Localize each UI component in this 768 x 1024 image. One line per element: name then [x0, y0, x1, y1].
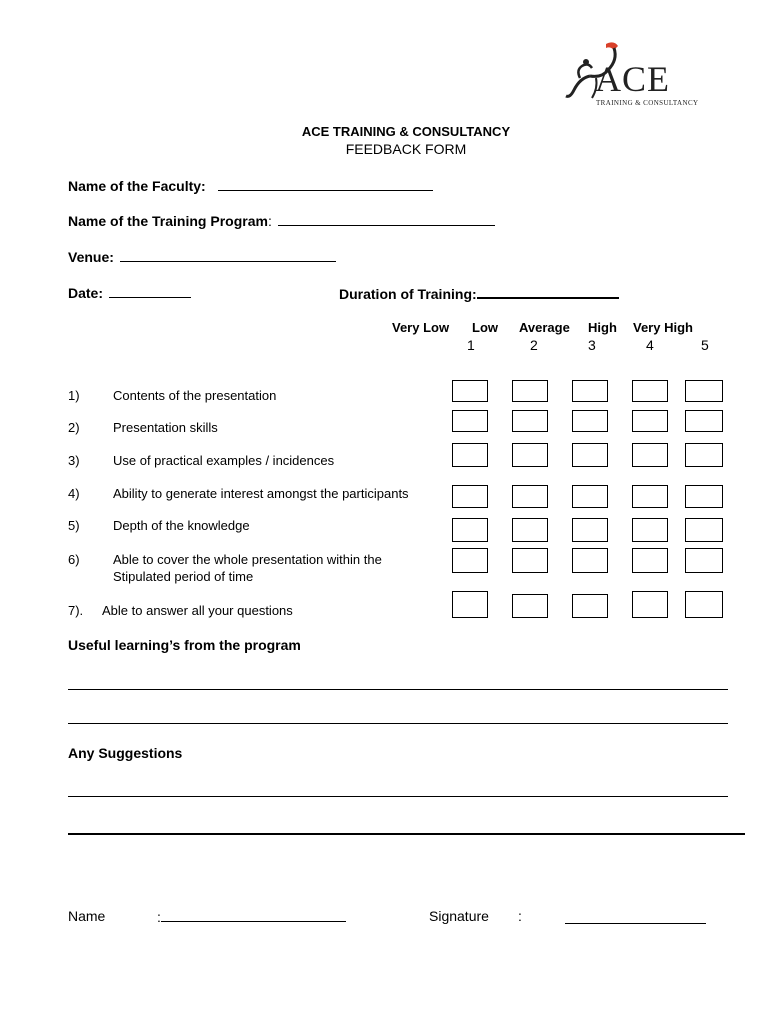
question-3-text: Use of practical examples / incidences: [113, 453, 335, 468]
faculty-label: Name of the Faculty:: [68, 178, 206, 194]
rating-box-q2-2[interactable]: [512, 410, 548, 432]
question-5-number: 5): [68, 518, 80, 533]
name-field[interactable]: [157, 908, 346, 925]
rating-box-q7-3[interactable]: [572, 594, 608, 618]
rating-box-q4-2[interactable]: [512, 485, 548, 508]
question-7-text: Able to answer all your questions: [102, 603, 293, 618]
rating-box-q2-1[interactable]: [452, 410, 488, 432]
name-blank[interactable]: [161, 908, 346, 922]
rating-box-q6-5[interactable]: [685, 548, 723, 573]
question-1-text: Contents of the presentation: [113, 388, 277, 403]
question-3-number: 3): [68, 453, 80, 468]
rating-box-q1-1[interactable]: [452, 380, 488, 402]
scale-number-4: 4: [646, 337, 654, 353]
program-blank[interactable]: [278, 212, 495, 226]
organization-title: ACE TRAINING & CONSULTANCY: [301, 124, 511, 139]
date-blank[interactable]: [109, 284, 191, 298]
rating-box-q5-4[interactable]: [632, 518, 668, 542]
rating-box-q5-1[interactable]: [452, 518, 488, 542]
suggestions-heading: Any Suggestions: [68, 745, 183, 761]
signature-label: Signature: [429, 908, 489, 924]
faculty-blank[interactable]: [218, 177, 433, 191]
rating-box-q2-4[interactable]: [632, 410, 668, 432]
rating-box-q7-1[interactable]: [452, 591, 488, 618]
signature-blank[interactable]: [565, 910, 706, 924]
venue-field[interactable]: [68, 248, 336, 265]
rating-box-q3-1[interactable]: [452, 443, 488, 467]
date-field[interactable]: [68, 284, 191, 301]
rating-box-q3-2[interactable]: [512, 443, 548, 467]
rating-box-q5-5[interactable]: [685, 518, 723, 542]
form-title: FEEDBACK FORM: [345, 141, 467, 157]
rating-box-q7-2[interactable]: [512, 594, 548, 618]
rating-box-q1-4[interactable]: [632, 380, 668, 402]
rating-box-q2-3[interactable]: [572, 410, 608, 432]
rating-box-q2-5[interactable]: [685, 410, 723, 432]
rating-box-q3-5[interactable]: [685, 443, 723, 467]
question-6-number: 6): [68, 552, 80, 567]
question-7-number: 7).: [68, 603, 84, 618]
learnings-heading: Useful learning’s from the program: [68, 637, 301, 653]
rating-box-q6-4[interactable]: [632, 548, 668, 573]
rating-box-q5-2[interactable]: [512, 518, 548, 542]
question-1-number: 1): [68, 388, 80, 403]
rating-box-q7-5[interactable]: [685, 591, 723, 618]
logo-wordmark: ACE: [595, 59, 670, 99]
suggestions-line-1[interactable]: [68, 796, 728, 797]
duration-blank[interactable]: [477, 284, 619, 299]
scale-label-low: Low: [472, 320, 498, 335]
learnings-line-2[interactable]: [68, 723, 728, 724]
question-6-text-continued: Stipulated period of time: [113, 569, 254, 584]
signature-colon: :: [518, 908, 522, 924]
suggestions-line-2[interactable]: [68, 833, 745, 835]
question-2-number: 2): [68, 420, 80, 435]
scale-label-high: High: [588, 320, 617, 335]
question-5-text: Depth of the knowledge: [113, 518, 250, 533]
question-6-text: Able to cover the whole presentation within the: [113, 552, 382, 567]
venue-blank[interactable]: [120, 248, 336, 262]
name-label: Name: [68, 908, 106, 924]
duration-label: Duration of Training:: [339, 286, 477, 302]
rating-box-q1-3[interactable]: [572, 380, 608, 402]
rating-box-q3-4[interactable]: [632, 443, 668, 467]
program-field[interactable]: [68, 212, 495, 229]
rating-box-q1-5[interactable]: [685, 380, 723, 402]
rating-box-q3-3[interactable]: [572, 443, 608, 467]
rating-box-q6-3[interactable]: [572, 548, 608, 573]
rating-box-q6-1[interactable]: [452, 548, 488, 573]
rating-box-q4-5[interactable]: [685, 485, 723, 508]
program-label: Name of the Training Program: [68, 213, 268, 229]
logo-tagline: TRAINING & CONSULTANCY: [596, 99, 699, 107]
scale-label-very-high: Very High: [633, 320, 693, 335]
name-colon: :: [157, 909, 161, 925]
rating-box-q1-2[interactable]: [512, 380, 548, 402]
rating-box-q4-1[interactable]: [452, 485, 488, 508]
rating-box-q7-4[interactable]: [632, 591, 668, 618]
signature-field[interactable]: [565, 910, 706, 929]
scale-number-5: 5: [701, 337, 709, 353]
question-4-text: Ability to generate interest amongst the participants: [113, 486, 409, 501]
scale-number-3: 3: [588, 337, 596, 353]
venue-label: Venue:: [68, 249, 114, 265]
faculty-field[interactable]: [68, 177, 433, 194]
rating-box-q6-2[interactable]: [512, 548, 548, 573]
scale-number-2: 2: [530, 337, 538, 353]
question-2-text: Presentation skills: [113, 420, 218, 435]
question-4-number: 4): [68, 486, 80, 501]
rating-box-q5-3[interactable]: [572, 518, 608, 542]
duration-field[interactable]: [339, 284, 619, 302]
scale-label-very-low: Very Low: [392, 320, 450, 335]
rating-box-q4-4[interactable]: [632, 485, 668, 508]
program-colon: :: [267, 213, 272, 229]
learnings-line-1[interactable]: [68, 689, 728, 690]
rating-box-q4-3[interactable]: [572, 485, 608, 508]
scale-number-1: 1: [467, 337, 475, 353]
date-label: Date:: [68, 285, 104, 301]
scale-label-average: Average: [519, 320, 570, 335]
